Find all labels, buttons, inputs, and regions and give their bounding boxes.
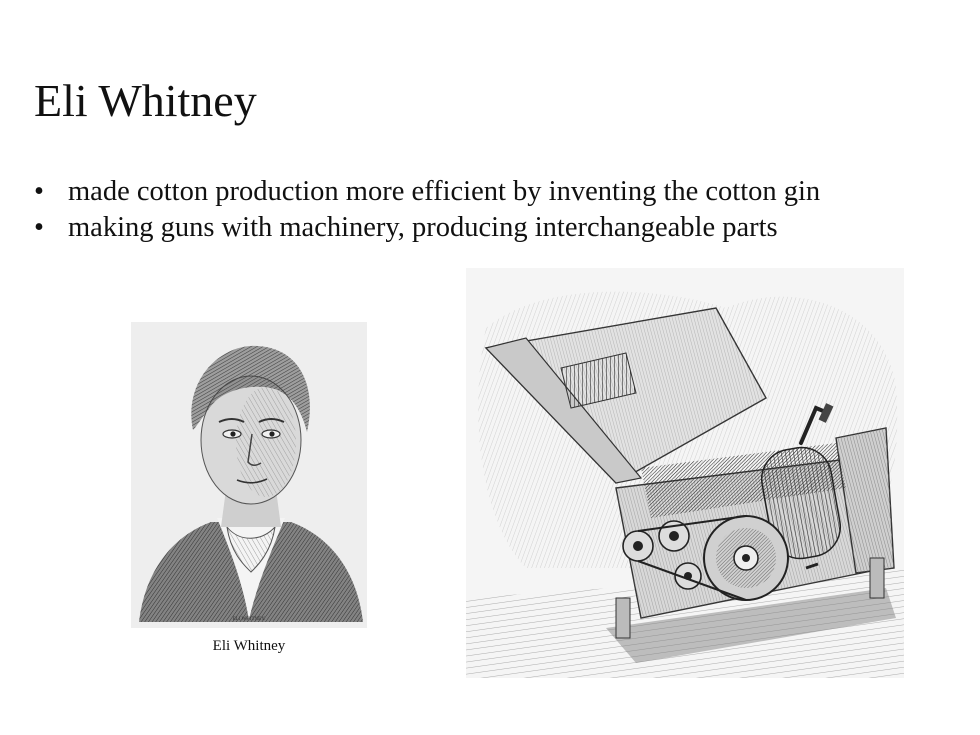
bullet-text: making guns with machinery, producing interchangeable parts [68,212,778,243]
cotton-gin-image [466,268,904,678]
cotton-gin-engraving [466,268,904,678]
portrait-engraving [131,322,367,628]
bullet-item [34,210,820,246]
portrait-image [131,322,367,628]
portrait-caption: Eli Whitney [212,638,286,654]
portrait-engraved-label: ELI WHITNEY. [232,617,266,622]
bullet-item [34,174,820,210]
bullet-text: made cotton production more efficient by inventing the cotton gin [68,176,821,207]
bullet-glyph: • [34,212,44,243]
bullet-glyph: • [34,176,44,207]
slide-title: Eli Whitney [34,75,257,126]
bullet-list [34,174,820,246]
